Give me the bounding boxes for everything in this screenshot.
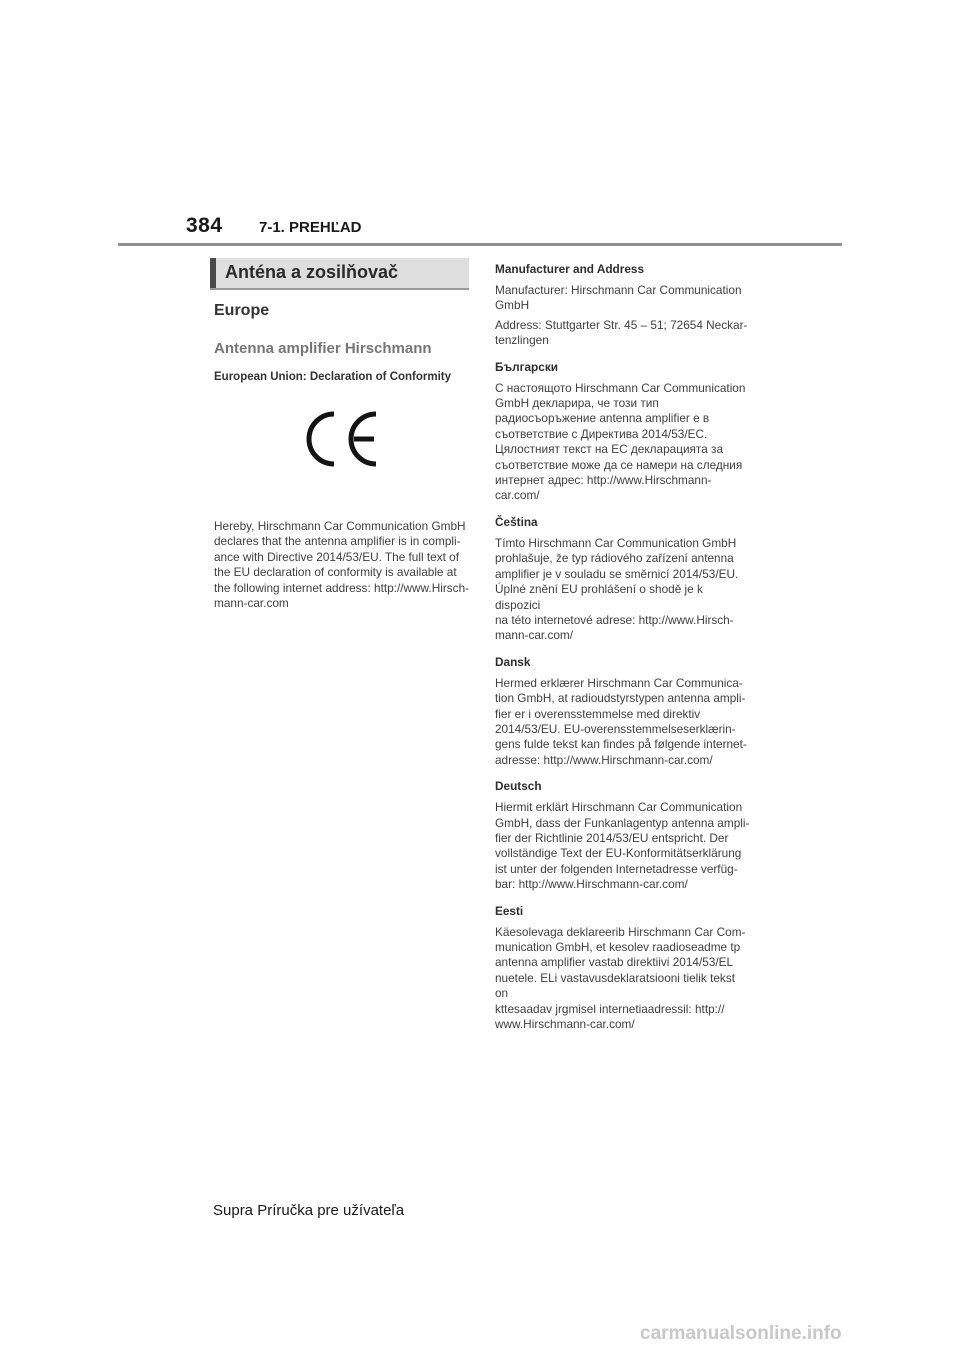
declaration-line: ance with Directive 2014/53/EU. The full text of (214, 549, 460, 564)
text-line: GmbH декларира, че този тип (495, 396, 659, 411)
text-line: съответствие с Директива 2014/53/ЕС. (495, 426, 708, 441)
section-title: Anténa a zosilňovač (225, 262, 399, 282)
text-line: съответствие може да се намери на следния (495, 457, 743, 472)
text-line: munication GmbH, et kesolev raadioseadme tp (495, 940, 741, 954)
text-line: интернет адрес: http://www.Hirschmann- (495, 473, 712, 488)
declaration-text (214, 519, 470, 611)
paragraph (495, 536, 751, 644)
language-heading: Dansk (495, 654, 531, 669)
language-section (495, 360, 751, 504)
declaration-line: declares that the antenna amplifier is in compli- (214, 534, 461, 549)
paragraph (495, 283, 751, 314)
text-line: amplifier je v souladu se směrnicí 2014/53/EU. (495, 566, 739, 581)
text-line: antenna amplifier vastab direktiivi 2014/53/EL (495, 955, 734, 970)
text-line: tenzlingen (495, 333, 549, 348)
text-line: fier der Richtlinie 2014/53/EU entspricht. Der (495, 830, 729, 845)
paragraph (495, 318, 751, 349)
text-line: Hermed erklærer Hirschmann Car Communica- (495, 675, 743, 690)
text-line: 2014/53/EU. EU-overensstemmelseserklærin- (495, 721, 736, 736)
chapter-title: 7-1. PREHĽAD (259, 219, 362, 236)
text-line: tion GmbH, at radioudstyrstypen antenna ampli- (495, 691, 746, 706)
paragraph (495, 676, 751, 768)
left-column (214, 302, 470, 611)
manual-title-footer: Supra Príručka pre užívateľa (213, 1202, 405, 1219)
paragraph (495, 800, 751, 892)
product-heading: Antenna amplifier Hirschmann (214, 340, 432, 357)
declaration-line: Hereby, Hirschmann Car Communication GmbH (214, 519, 466, 533)
right-column (495, 262, 751, 1043)
text-line: GmbH (495, 298, 530, 313)
text-line: prohlašuje, že typ rádiového zařízení antenna (495, 551, 734, 566)
text-line: радиосъоръжение antenna amplifier е в (495, 411, 710, 426)
text-line: nuetele. ELi vastavusdeklaratsiooni tielik tekst on (495, 970, 735, 1001)
text-line: Цялостният текст на ЕС декларацията за (495, 442, 724, 457)
page-number: 384 (186, 214, 223, 237)
text-line: Úplné znění EU prohlášení o shodě je k dispozici (495, 582, 703, 612)
text-line: vollständige Text der EU-Konformitätserklärung (495, 846, 742, 861)
language-section (495, 515, 751, 644)
ce-mark-logo (300, 409, 380, 469)
header-rule (118, 243, 842, 246)
text-line: fier er i overensstemmelse med direktiv (495, 706, 701, 721)
text-line: ist unter der folgenden Internetadresse verfüg- (495, 861, 738, 876)
language-section (495, 904, 751, 1033)
language-section (495, 779, 751, 892)
watermark-text: carmanualsonline.info (640, 1323, 842, 1344)
text-line: Manufacturer: Hirschmann Car Communication (495, 283, 742, 297)
language-heading: Deutsch (495, 779, 542, 794)
text-line: bar: http://www.Hirschmann-car.com/ (495, 877, 688, 892)
declaration-heading: European Union: Declaration of Conformity (214, 371, 452, 383)
paragraph (495, 925, 751, 1033)
language-heading: Čeština (495, 514, 538, 529)
declaration-line: the EU declaration of conformity is available at (214, 565, 457, 580)
text-line: Tímto Hirschmann Car Communication GmbH (495, 535, 737, 550)
language-section (495, 655, 751, 768)
language-heading: Manufacturer and Address (495, 262, 645, 276)
section-title-box (210, 258, 469, 290)
text-line: GmbH, dass der Funkanlagentyp antenna ampli- (495, 815, 750, 830)
text-line: car.com/ (495, 488, 540, 503)
text-line: adresse: http://www.Hirschmann-car.com/ (495, 752, 713, 767)
region-heading: Europe (214, 302, 270, 319)
text-line: Hiermit erklärt Hirschmann Car Communication (495, 800, 743, 815)
language-heading: Eesti (495, 903, 524, 918)
declaration-line: mann-car.com (214, 596, 289, 611)
text-line: www.Hirschmann-car.com/ (495, 1017, 635, 1032)
text-line: Address: Stuttgarter Str. 45 – 51; 72654 Neckar- (495, 317, 748, 332)
language-heading: Български (495, 359, 558, 374)
text-line: kttesaadav jrgmisel internetiaadressil: http:// (495, 1001, 725, 1016)
paragraph (495, 381, 751, 504)
text-line: С настоящото Hirschmann Car Communication (495, 380, 746, 395)
text-line: na této internetové adrese: http://www.Hirsch- (495, 612, 734, 627)
text-line: Käesolevaga deklareerib Hirschmann Car Com- (495, 924, 746, 939)
declaration-line: the following internet address: http://www.Hirsch- (214, 580, 470, 595)
language-section (495, 262, 751, 349)
text-line: gens fulde tekst kan findes på følgende internet- (495, 737, 747, 752)
text-line: mann-car.com/ (495, 628, 574, 643)
